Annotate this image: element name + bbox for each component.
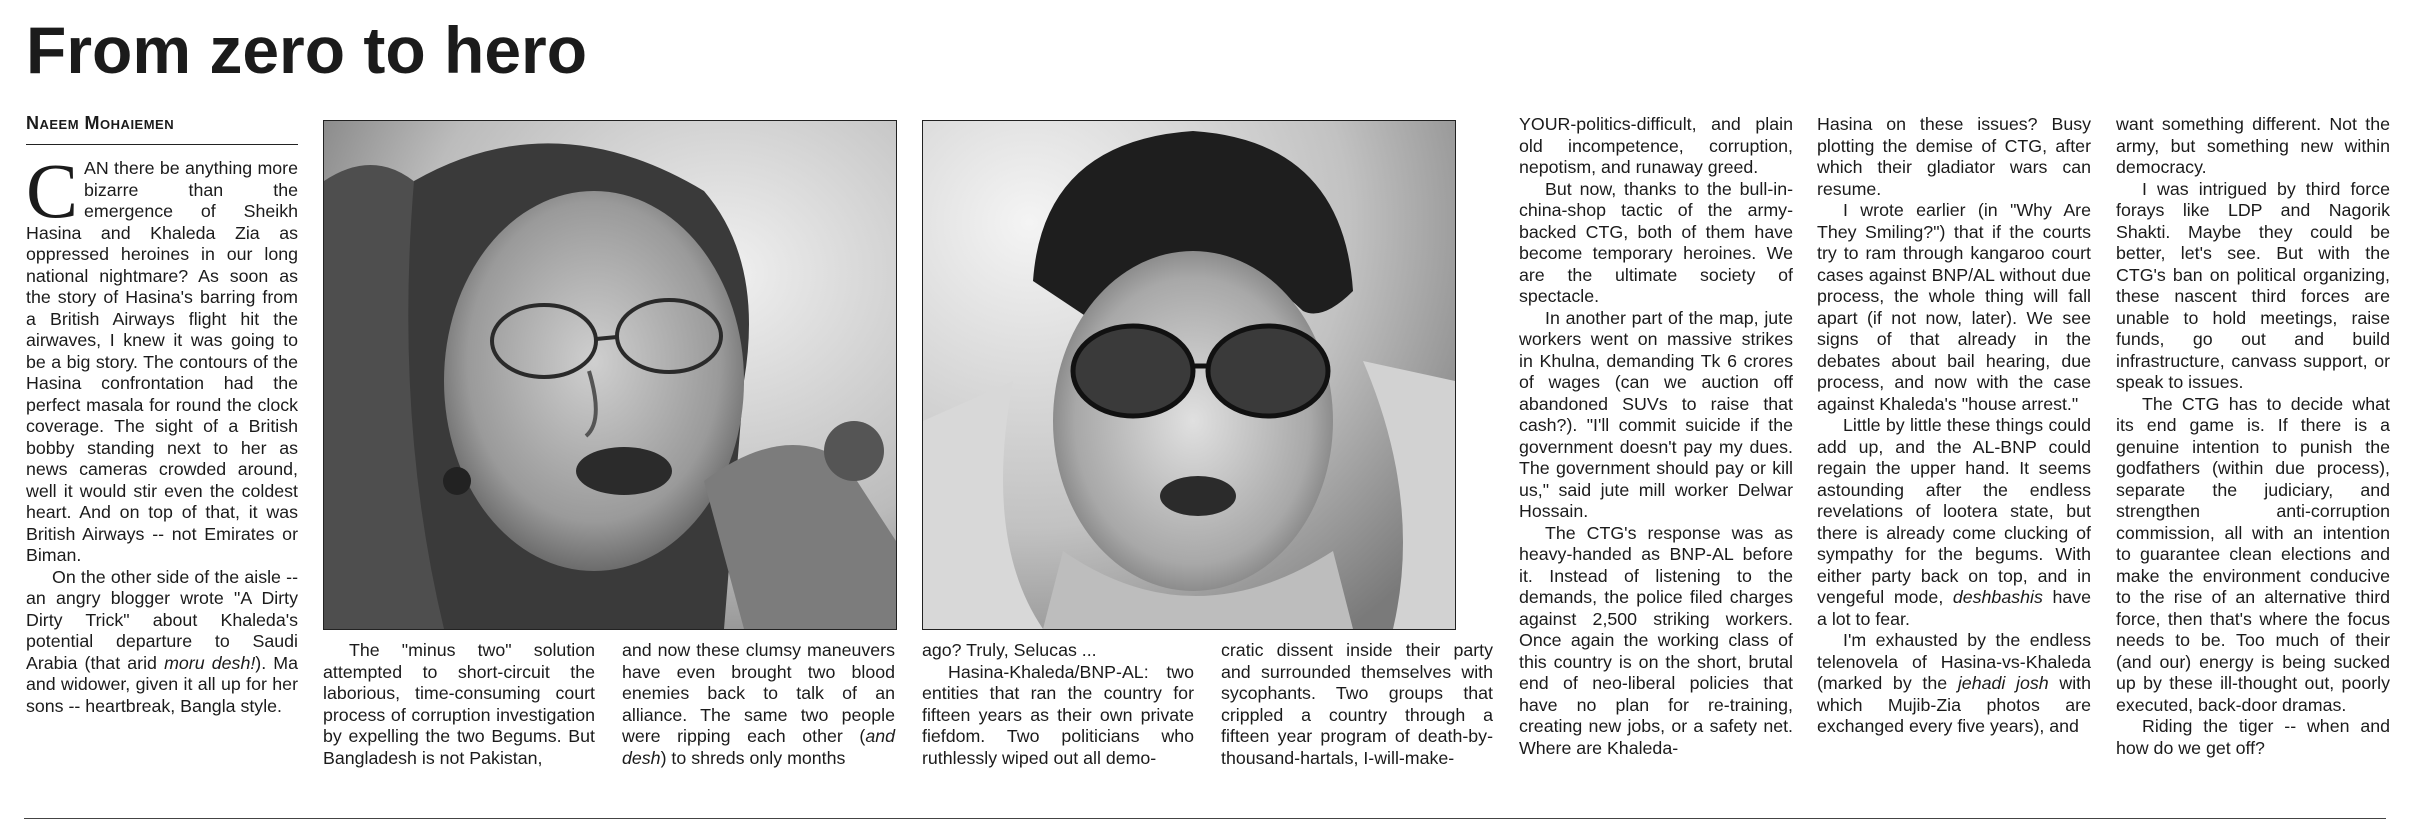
paragraph [26,567,298,718]
italic-text: and desh [622,726,895,768]
article-column-8 [2116,114,2390,759]
paragraph-text: AN there be anything more bizarre than the emergence of Sheikh Hasina and Khaleda Zia as oppressed heroines in our long national nightmare? As soon as the story of Hasina's barring from a British Airways flight hit the airwaves, I knew it was going to be a big story. The contours of the Hasina confrontation had the perfect masala for round the clock coverage. The sight of a British bobby standing next to her as news cameras crowded around, well it would stir even the coldest heart. And on top of that, it was British Airways -- not Emirates or Biman. [26,158,298,565]
paragraph-text: and now these clumsy maneuvers have even brought two blood enemies back to talk of an alliance. The same two people were ripping each other ( [622,640,895,746]
italic-text: moru desh! [164,652,256,673]
portrait-photo-icon [923,121,1455,629]
paragraph: The "minus two" solution attempted to short-circuit the laborious, time-consuming court process of corruption investigation by expelling the two Begums. But Bangladesh is not Pakistan, [323,640,595,768]
drop-cap: C [26,147,79,234]
byline-divider [26,144,298,145]
paragraph: YOUR-politics-difficult, and plain old incompetence, corruption, nepotism, and runaway greed. [1519,114,1793,177]
article-column-2 [323,640,595,769]
article-column-5 [1221,640,1493,769]
paragraph: want something different. Not the army, but something new within democracy. [2116,114,2390,177]
paragraph-text: On the other side of the aisle -- an angry blogger wrote "A Dirty Dirty Trick" about Khaleda's potential departure to Saudi Arabia (that arid [26,566,298,673]
paragraph-text: ) to shreds only months [660,747,846,768]
paragraph: Hasina on these issues? Busy plotting the demise of CTG, after which their gladiator wars can resume. [1817,114,2091,199]
paragraph: The CTG has to decide what its end game is. If there is a genuine intention to punish the godfathers (within due process), separate the judiciary, and strengthen anti-corruption commission, all with an intention to guarantee clean elections and make the environment conducive to the rise of an alternative third force, then that's where the focus needs to be. Too much of their (and our) energy is being sucked up by these ill-thought out, poorly executed, back-door dramas. [2116,393,2390,715]
paragraph: Hasina-Khaleda/BNP-AL: two entities that ran the country for fifteen years as their own private fiefdom. Two politicians who ruthlessly wiped out all demo- [922,661,1194,768]
article-column-6 [1519,114,1793,759]
article-column-3 [622,640,895,769]
photo-right [922,120,1456,630]
paragraph [1817,630,2091,738]
paragraph: In another part of the map, jute workers went on massive strikes in Khulna, demanding Tk 6 crores of wages (can we auction off abandoned SUVs to raise that cash?). "I'll commit suicide if the government doesn't pay my dues. The government should pay or kill us," said jute mill worker Delwar Hossain. [1519,307,1793,521]
paragraph: But now, thanks to the bull-in-china-shop tactic of the army-backed CTG, both of them have become temporary heroines. We are the ultimate society of spectacle. [1519,178,1793,306]
headline: From zero to hero [26,13,588,87]
article-column-1 [26,147,298,717]
paragraph: ago? Truly, Selucas ... [922,640,1097,660]
portrait-photo-icon [324,121,896,629]
paragraph [1817,415,2091,630]
paragraph [26,147,298,567]
paragraph-text: I'm exhausted by the endless telenovela of Hasina-vs-Khaleda (marked by the [1817,630,2091,693]
article-column-4 [922,640,1194,769]
paragraph: Riding the tiger -- when and how do we get off? [2116,716,2390,758]
byline: Naeem Mohaiemen [26,113,175,133]
italic-text: deshbashis [1952,587,2043,607]
paragraph-text: ). Ma and widower, given it all up for her sons -- heartbreak, Bangla style. [26,652,298,716]
paragraph: The CTG's response was as heavy-handed as BNP-AL before it. Instead of listening to the demands, the police filed charges against 2,500 striking workers. Once again the working class of this country is on the short, brutal end of neo-liberal policies that have no plan for re-training, creating new jobs, or a safety net. Where are Khaleda- [1519,522,1793,758]
paragraph-text: have a lot to fear. [1817,587,2092,629]
italic-text: jehadi josh [1957,673,2049,693]
paragraph: I was intrigued by third force forays like LDP and Nagorik Shakti. Maybe they could be better, let's see. But with the CTG's ban on political organizing, these nascent third forces are unable to hold meetings, raise funds, go out and build infrastructure, canvass support, or speak to issues. [2116,178,2390,392]
paragraph: cratic dissent inside their party and surrounded themselves with sycophants. Two groups that crippled a country through a fifteen year program of death-by-thousand-hartals, I-will-make- [1221,640,1493,768]
article-column-7 [1817,114,2091,738]
paragraph [622,640,895,769]
paragraph: I wrote earlier (in "Why Are They Smiling?") that if the courts try to ram through kangaroo court cases against BNP/AL without due process, the whole thing will fall apart (if not now, later). We see signs of that already in the debates about bail hearing, due process, and now with the case against Khaleda's "house arrest." [1817,200,2091,414]
paragraph-text: with which Mujib-Zia photos are exchanged every five years), and [1817,673,2091,736]
paragraph-text: Little by little these things could add up, and the AL-BNP could regain the upper hand. It seems astounding after the endless revelations of lootera state, but there is already come clucking of sympathy for the begums. With either party back on top, and in vengeful mode, [1817,415,2091,607]
photo-left [323,120,897,630]
bottom-divider [24,818,2386,819]
